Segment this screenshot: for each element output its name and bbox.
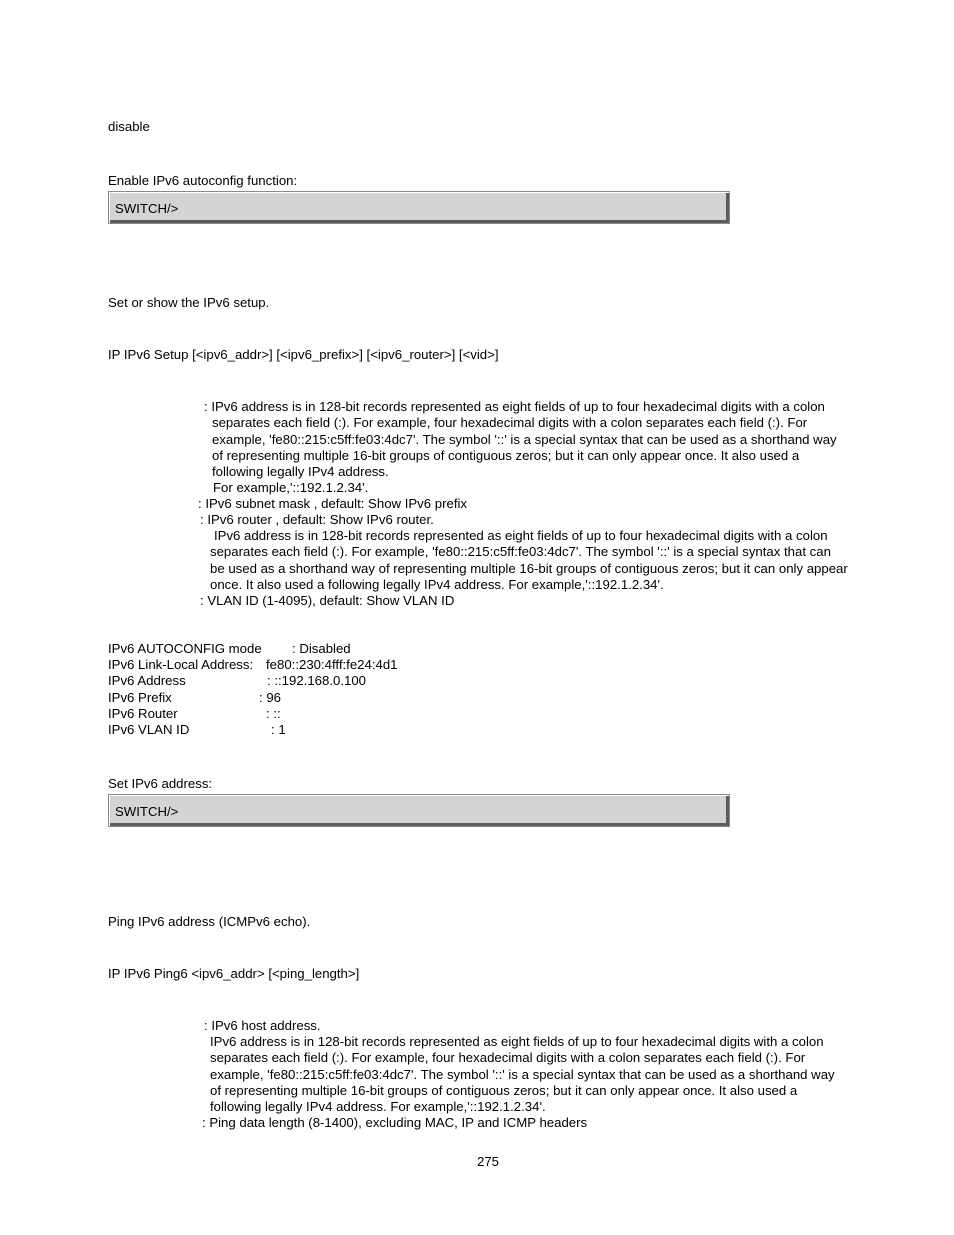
setup-param-line: of representing multiple 16-bit groups of contiguous zeros; but it can only appear once. It also used a bbox=[212, 448, 800, 463]
setup-description: Set or show the IPv6 setup. bbox=[108, 295, 270, 310]
output-value: fe80::230:4fff:fe24:4d1 bbox=[266, 657, 398, 672]
ping-param-line: of representing multiple 16-bit groups of contiguous zeros; but it can only appear once. It also used a bbox=[210, 1083, 798, 1098]
disable-label: disable bbox=[108, 119, 150, 134]
setup-syntax: IP IPv6 Setup [<ipv6_addr>] [<ipv6_prefix>] [<ipv6_router>] [<vid>] bbox=[108, 347, 499, 362]
output-value: : ::192.168.0.100 bbox=[267, 673, 366, 688]
setup-param-line: : IPv6 address is in 128-bit records represented as eight fields of up to four hexadecimal digits with a colon bbox=[204, 399, 825, 414]
setup-param-line: For example,'::192.1.2.34'. bbox=[213, 480, 369, 495]
ping-param-line: : IPv6 host address. bbox=[204, 1018, 321, 1033]
output-key: IPv6 Link-Local Address: bbox=[108, 657, 254, 672]
setup-param-line: : VLAN ID (1-4095), default: Show VLAN ID bbox=[200, 593, 455, 608]
enable-command-prompt: SWITCH/> bbox=[115, 201, 179, 216]
setup-param-line: separates each field (:). For example, 'fe80::215:c5ff:fe03:4dc7'. The symbol '::' is a special syntax that can bbox=[210, 544, 831, 559]
output-key: IPv6 VLAN ID bbox=[108, 722, 190, 737]
ping-param-line: separates each field (:). For example, four hexadecimal digits with a colon separates each field (:). For bbox=[210, 1050, 806, 1065]
enable-command-box bbox=[108, 191, 730, 224]
setup-command-prompt: SWITCH/> bbox=[115, 804, 179, 819]
setup-param-line: once. It also used a following legally IPv4 address. For example,'::192.1.2.34'. bbox=[210, 577, 664, 592]
enable-example-caption: Enable IPv6 autoconfig function: bbox=[108, 173, 298, 188]
ping-param-line: IPv6 address is in 128-bit records represented as eight fields of up to four hexadecimal digits with a colon bbox=[210, 1034, 824, 1049]
output-value: : 96 bbox=[259, 690, 281, 705]
output-value: : Disabled bbox=[292, 641, 351, 656]
page-number: 275 bbox=[477, 1154, 500, 1169]
setup-param-line: following legally IPv4 address. bbox=[212, 464, 389, 479]
output-key: IPv6 Address bbox=[108, 673, 186, 688]
ping-description: Ping IPv6 address (ICMPv6 echo). bbox=[108, 914, 311, 929]
setup-command-box bbox=[108, 794, 730, 827]
ping-syntax: IP IPv6 Ping6 <ipv6_addr> [<ping_length>] bbox=[108, 966, 360, 981]
ping-param-line: : Ping data length (8-1400), excluding MAC, IP and ICMP headers bbox=[202, 1115, 588, 1130]
output-key: IPv6 Router bbox=[108, 706, 178, 721]
output-value: : 1 bbox=[271, 722, 286, 737]
ping-param-line: example, 'fe80::215:c5ff:fe03:4dc7'. The symbol '::' is a special syntax that can be used as a shorthand way bbox=[210, 1067, 835, 1082]
setup-param-line: : IPv6 router , default: Show IPv6 router. bbox=[200, 512, 434, 527]
setup-param-line: example, 'fe80::215:c5ff:fe03:4dc7'. The symbol '::' is a special syntax that can be used as a shorthand way bbox=[212, 432, 837, 447]
output-key: IPv6 AUTOCONFIG mode bbox=[108, 641, 262, 656]
setup-param-line: : IPv6 subnet mask , default: Show IPv6 prefix bbox=[198, 496, 468, 511]
output-value: : :: bbox=[266, 706, 281, 721]
output-key: IPv6 Prefix bbox=[108, 690, 172, 705]
setup-param-line: separates each field (:). For example, four hexadecimal digits with a colon separates each field (:). For bbox=[212, 415, 808, 430]
setup-example-caption: Set IPv6 address: bbox=[108, 776, 213, 791]
setup-param-line: IPv6 address is in 128-bit records represented as eight fields of up to four hexadecimal digits with a colon bbox=[214, 528, 828, 543]
ping-param-line: following legally IPv4 address. For example,'::192.1.2.34'. bbox=[210, 1099, 546, 1114]
setup-param-line: be used as a shorthand way of representing multiple 16-bit groups of contiguous zeros; but it can only appear bbox=[210, 561, 848, 576]
